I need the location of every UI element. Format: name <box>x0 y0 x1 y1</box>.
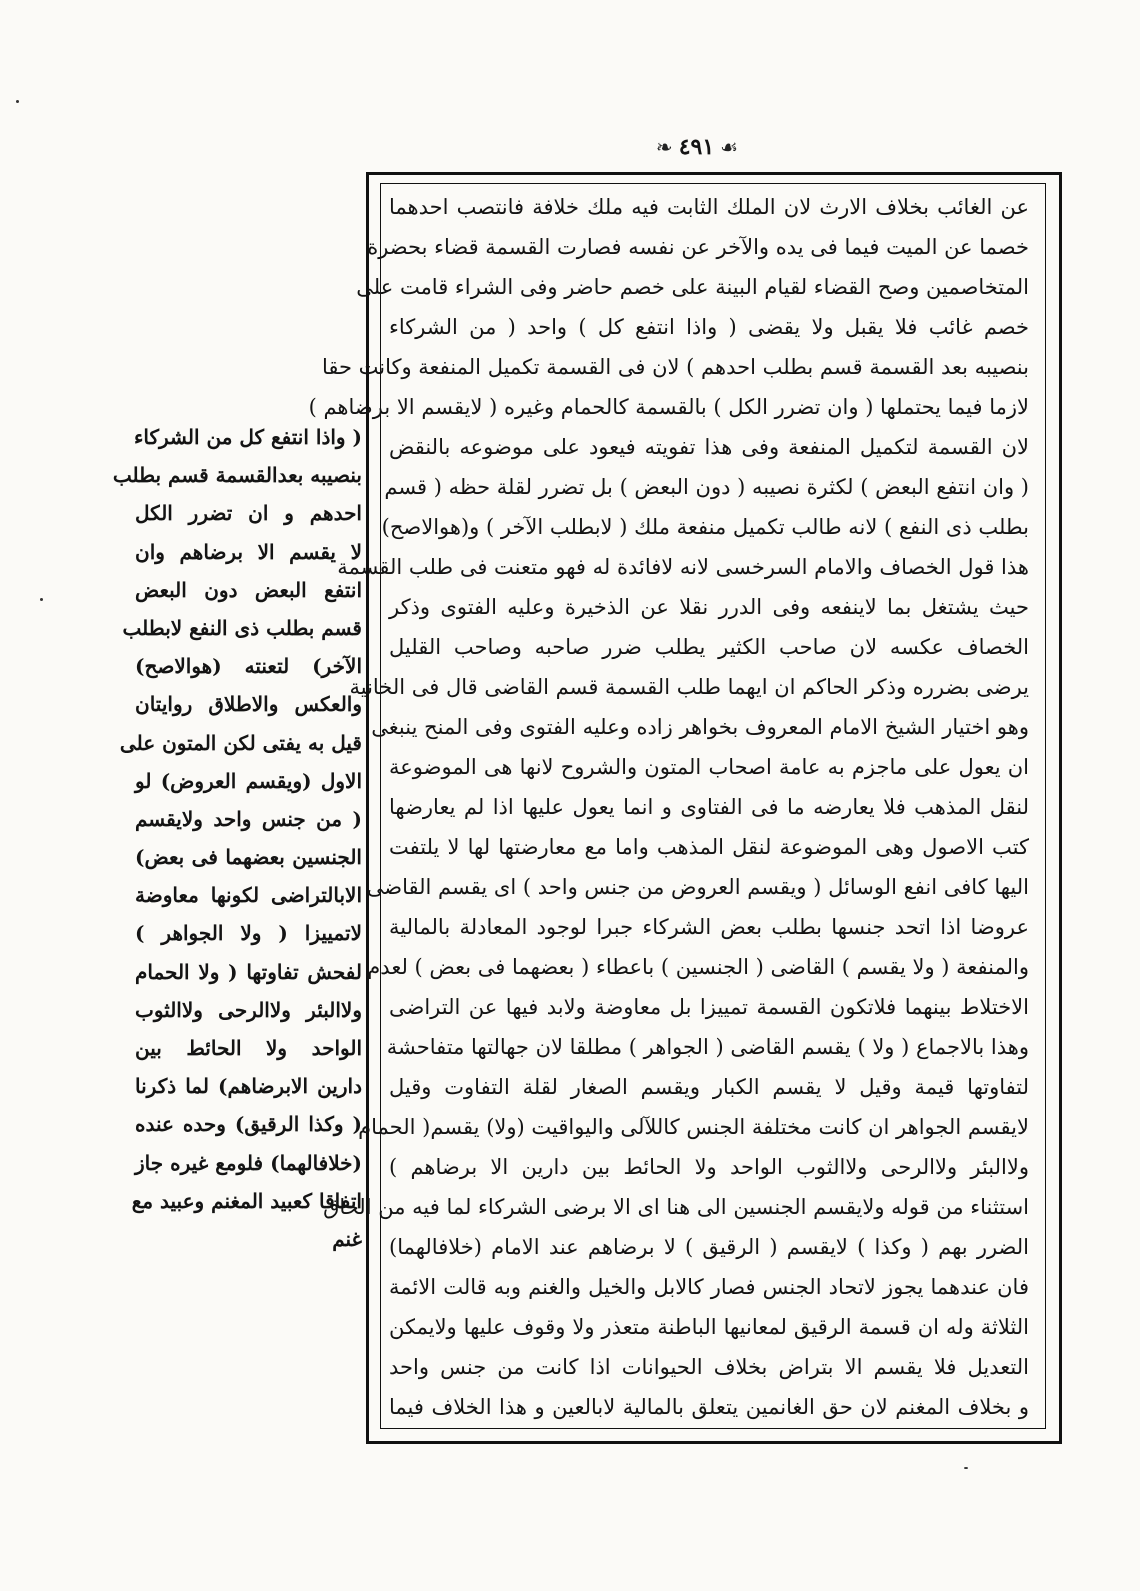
text-line: لتفاوتها قيمة وقيل لا يقسم الكبار ويقسم الصغار لقلة التفاوت وقيل <box>389 1075 1029 1099</box>
text-line: وهذا بالاجماع ( ولا ) يقسم القاضى ( الجواهر ) مطلقا لان جهالتها متفاحشة <box>386 1035 1029 1059</box>
margin-line: الجنسين بعضهما فى بعض) <box>135 845 362 870</box>
main-text-block <box>308 187 1029 1427</box>
margin-line: ( من جنس واحد ولايقسم <box>135 806 362 831</box>
margin-line: الاول (ويقسم العروض) لو <box>135 768 362 793</box>
margin-line: ( واذا انتفع كل من الشركاء <box>133 425 362 449</box>
margin-line: قيل به يفتى لكن المتون على <box>119 730 362 755</box>
margin-line: دارين الابرضاهم) لما ذكرنا <box>135 1074 362 1099</box>
text-line: فان عندهما يجوز لاتحاد الجنس فصار كالابل والخيل والغنم وبه قالت الائمة <box>389 1275 1029 1299</box>
text-line: الثلاثة وله ان قسمة الرقيق لمعانيها الباطنة متعذر ولا وقوف عليها ولايمكن <box>389 1315 1029 1339</box>
text-line: حيث يشتغل بما لاينفعه وفى الدرر نقلا عن الذخيرة وعليه الفتوى وذكر <box>389 595 1029 619</box>
speck <box>964 1467 968 1469</box>
margin-line: الابالتراضى لكونها معاوضة <box>135 883 362 908</box>
margin-line: لا يقسم الا برضاهم وان <box>135 539 362 564</box>
text-line: لازما فيما يحتملها ( وان تضرر الكل ) بالقسمة كالحمام وغيره ( لايقسم الا برضاهم ) <box>308 395 1029 419</box>
text-line: ولاالبئر ولاالرحى ولاالثوب الواحد ولا الحائط بين دارين الا برضاهم ) <box>389 1155 1029 1179</box>
text-line: عروضا اذا اتحد جنسها بطلب بعض الشركاء جبرا لوجود المعادلة بالمالية <box>389 915 1029 939</box>
text-line: الضرر بهم ( وكذا ) لايقسم ( الرقيق ) لا برضاهم عند الامام (خلافالهما) <box>389 1235 1029 1259</box>
margin-line: قسم بطلب ذى النفع لابطلب <box>122 615 362 640</box>
text-line: وهو اختيار الشيخ الامام المعروف بخواهر زاده وعليه الفتوى وفى المنح ينبغى <box>371 715 1029 739</box>
margin-commentary <box>112 418 362 1298</box>
text-line: بطلب ذى النفع ) لانه طالب تكميل منفعة ملك ( لابطلب الآخر ) و(هوالاصح) <box>381 515 1029 539</box>
margin-line: الآخر) لتعنته (هوالاصح) <box>135 654 362 679</box>
speck <box>40 598 43 601</box>
text-line: بنصيبه بعد القسمة قسم بطلب احدهم ) لان فى القسمة تكميل المنفعة وكانت حقا <box>321 355 1029 379</box>
text-line: عن الغائب بخلاف الارث لان الملك الثابت فيه ملك خلافة فانتصب احدهما <box>389 195 1029 219</box>
text-line: لايقسم الجواهر ان كانت مختلفة الجنس كاللآلى واليواقيت (ولا) يقسم( الحمام <box>358 1115 1029 1139</box>
ornament-right-icon: ☙ <box>720 135 739 159</box>
text-line: خصما عن الميت فيما فى يده والآخر عن نفسه فصارت القسمة قضاء بحضرة <box>367 235 1029 259</box>
margin-line: اتفاقا كعبيد المغنم وعبيد مع <box>131 1188 362 1213</box>
margin-line: لفحش تفاوتها ( ولا الحمام <box>135 959 362 984</box>
margin-line: غنم <box>332 1226 362 1251</box>
margin-line: ولاالبئر ولاالرحى ولاالثوب <box>135 997 362 1022</box>
margin-line: والعكس والاطلاق روايتان <box>135 692 362 717</box>
text-line: لان القسمة لتكميل المنفعة وفى هذا تفويته فيعود على موضوعه بالنقض <box>389 435 1029 459</box>
text-line: خصم غائب فلا يقبل ولا يقضى ( واذا انتفع كل ) واحد ( من الشركاء <box>389 315 1029 339</box>
text-line: هذا قول الخصاف والامام السرخسى لانه لافائدة له فهو متعنت فى طلب القسمة <box>337 555 1029 579</box>
text-line: كتب الاصول وهى الموضوعة لنقل المذهب واما مع معارضتها لها لا يلتفت <box>389 835 1029 859</box>
page-number: ٤٩١ <box>678 134 715 160</box>
text-line: والمنفعة ( ولا يقسم ) القاضى ( الجنسين ) باعطاء ( بعضهما فى بعض ) لعدم <box>367 955 1029 979</box>
text-line: ان يعول على ماجزم به عامة اصحاب المتون والشروح لانها هى الموضوعة <box>389 755 1029 779</box>
text-line: الاختلاط بينهما فلاتكون القسمة تمييزا بل معاوضة ولابد فيها عن التراضى <box>389 995 1029 1019</box>
text-line: ( وان انتفع البعض ) لكثرة نصيبه ( دون البعض ) بل تضرر لقلة حظه ( قسم <box>384 475 1029 499</box>
text-line: المتخاصمين وصح القضاء لقيام البينة على خصم حاضر وفى الشراء قامت على <box>356 275 1029 299</box>
text-line: الخصاف عكسه لان صاحب الكثير يطلب ضرر صاحبه وصاحب القليل <box>389 635 1029 659</box>
margin-line: ( وكذا الرقيق) وحده عنده <box>135 1112 362 1137</box>
text-line: التعديل فلا يقسم الا بتراض بخلاف الحيوانات اذا كانت من جنس واحد <box>389 1355 1029 1379</box>
margin-line: (خلافالهما) فلومع غيره جاز <box>135 1150 362 1175</box>
margin-line: احدهم و ان تضرر الكل <box>135 501 362 526</box>
text-line: استثناء من قوله ولايقسم الجنسين الى هنا اى الا برضى الشركاء لما فيه من الحاق <box>323 1195 1029 1219</box>
main-text-frame <box>308 172 1062 1444</box>
page-header <box>612 132 782 162</box>
margin-line: بنصيبه بعدالقسمة قسم بطلب <box>112 463 362 488</box>
ornament-left-icon: ❧ <box>655 135 673 159</box>
text-line: اليها كافى انفع الوسائل ( ويقسم العروض من جنس واحد ) اى يقسم القاضى <box>366 875 1029 899</box>
margin-line: الواحد ولا الحائط بين <box>135 1036 362 1060</box>
margin-line: انتفع البعض دون البعض <box>135 577 362 602</box>
text-line: يرضى بضرره وذكر الحاكم ان ايهما طلب القسمة قسم القاضى قال فى الخانية <box>349 675 1029 699</box>
text-line: و بخلاف المغنم لان حق الغانمين يتعلق بالمالية لابالعين و هذا الخلاف فيما <box>389 1395 1029 1419</box>
margin-line: لاتمييزا ( ولا الجواهر ) <box>135 921 362 946</box>
speck <box>16 100 19 103</box>
text-line: لنقل المذهب فلا يعارضه ما فى الفتاوى و انما يعول عليها اذا لم يعارضها <box>389 795 1029 819</box>
